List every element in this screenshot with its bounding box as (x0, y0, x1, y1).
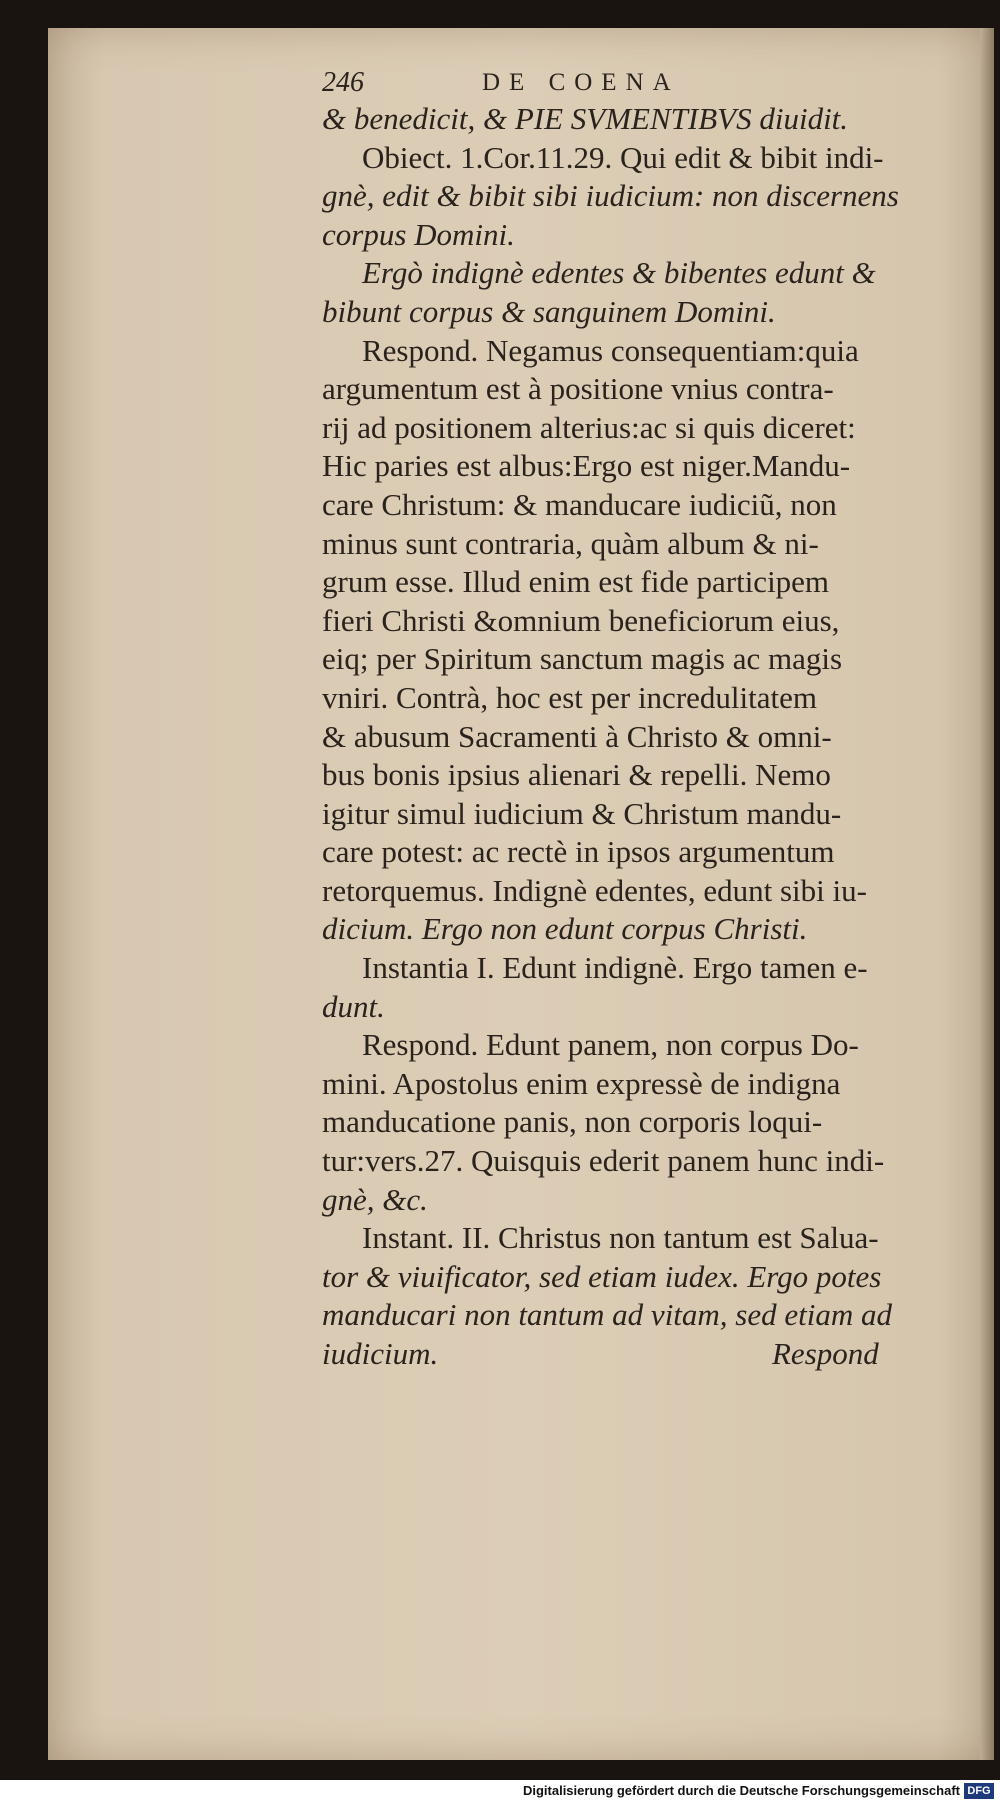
text-line: Instantia I. Edunt indignè. Ergo tamen e- (362, 950, 868, 986)
dfg-logo: DFG (964, 1783, 994, 1799)
text-line: minus sunt contraria, quàm album & ni- (322, 525, 819, 561)
text-line: retorquemus. Indignè edentes, edunt sibi iu- (322, 872, 867, 908)
text-line: tor & viuificator, sed etiam iudex. Ergo potes (322, 1258, 882, 1294)
footer-credit: Digitalisierung gefördert durch die Deutsche Forschungsgemeinschaft (522, 1783, 960, 1798)
footer-bar (0, 1780, 1000, 1803)
catchword: Respond (772, 1336, 879, 1371)
text-line: iudicium. Respond (322, 1335, 1000, 1374)
text-line: grum esse. Illud enim est fide participem (322, 564, 830, 600)
text-line: argumentum est à positione vnius contra- (322, 371, 834, 407)
text-line: rij ad positionem alterius:ac si quis diceret: (322, 409, 856, 445)
text-line: Ergò indignè edentes & bibentes edunt & (362, 255, 876, 291)
text-line: dicium. Ergo non edunt corpus Christi. (322, 911, 808, 947)
text-line: mini. Apostolus enim expressè de indigna (322, 1065, 841, 1101)
text-line: Respond. Negamus consequentiam:quia (362, 332, 859, 368)
text-line: corpus Domini. (322, 216, 515, 252)
text-line: manducari non tantum ad vitam, sed etiam ad (322, 1297, 893, 1333)
text-line: care Christum: & manducare iudiciũ, non (322, 486, 837, 522)
text-line: fieri Christi &omnium beneficiorum eius, (322, 602, 840, 638)
text-line: Instant. II. Christus non tantum est Salua- (362, 1220, 879, 1256)
text-lines (322, 100, 1000, 1374)
text-line: Respond. Edunt panem, non corpus Do- (362, 1027, 859, 1063)
text-line: vniri. Contrà, hoc est per incredulitatem (322, 679, 817, 715)
text-line: bus bonis ipsius alienari & repelli. Nemo (322, 757, 831, 793)
text-line: Hic paries est albus:Ergo est niger.Mandu- (322, 448, 851, 484)
text-line: dunt. (322, 988, 385, 1024)
text-line: care potest: ac rectè in ipsos argumentum (322, 834, 835, 870)
text-line: gnè, edit & bibit sibi iudicium: non discernens (322, 178, 899, 214)
text-line: bibunt corpus & sanguinem Domini. (322, 293, 776, 329)
page-text (322, 60, 1000, 1374)
text-line: igitur simul iudicium & Christum mandu- (322, 795, 842, 831)
text-line: manducatione panis, non corporis loqui- (322, 1104, 823, 1140)
text-line: & benedicit, & PIE SVMENTIBVS diuidit. (322, 101, 849, 136)
page-header (322, 60, 1000, 100)
text-line: & abusum Sacramenti à Christo & omni- (322, 718, 832, 754)
page-number: 246 (322, 67, 364, 98)
running-head: DE COENA (482, 69, 680, 96)
text-line: gnè, &c. (322, 1181, 428, 1217)
text-line: eiq; per Spiritum sanctum magis ac magis (322, 641, 843, 677)
text-line: Obiect. 1.Cor.11.29. Qui edit & bibit indi- (362, 139, 884, 175)
text-line: tur:vers.27. Quisquis ederit panem hunc indi- (322, 1143, 885, 1179)
